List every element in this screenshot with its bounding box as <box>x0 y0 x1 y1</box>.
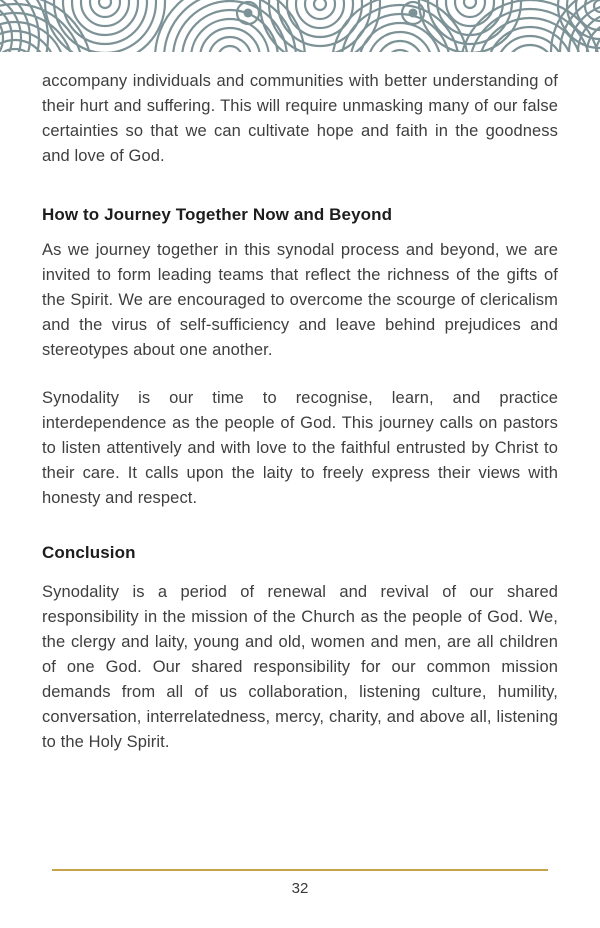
page-number: 32 <box>291 880 309 897</box>
decorative-header-band <box>0 0 600 52</box>
page-content <box>0 52 600 755</box>
page-footer <box>0 869 600 897</box>
body-paragraph-conclusion: Synodality is a period of renewal and revival of our shared responsibility in the mission of the Church as the people of God. We, the clergy and laity, young and old, women and men, are all children of one God. Our shared responsibility for our common mission demands from all of us collaboration, listening culture, humility, conversation, interrelatedness, mercy, charity, and above all, listening to the Holy Spirit. <box>42 583 558 751</box>
body-paragraph-journey-1: As we journey together in this synodal process and beyond, we are invited to form leading teams that reflect the richness of the gifts of the Spirit. We are encouraged to overcome the scourge of clericalism and the virus of self-sufficiency and leave behind prejudices and stereotypes about one another. <box>42 241 558 359</box>
body-paragraph-journey-2: Synodality is our time to recognise, learn, and practice interdependence as the people of God. This journey calls on pastors to listen attentively and with love to the faithful entrusted by Christ to their care. It calls upon the laity to freely express their views with honesty and respect. <box>42 389 558 507</box>
section-heading-conclusion: Conclusion <box>42 543 136 562</box>
concentric-circles-icon <box>0 0 600 52</box>
body-paragraph-intro: accompany individuals and communities with better understanding of their hurt and suffering. This will require unmasking many of our false certainties so that we can cultivate hope and faith in the goodness and love of God. <box>42 72 558 165</box>
section-heading-journey: How to Journey Together Now and Beyond <box>42 205 393 224</box>
footer-rule <box>52 869 548 871</box>
